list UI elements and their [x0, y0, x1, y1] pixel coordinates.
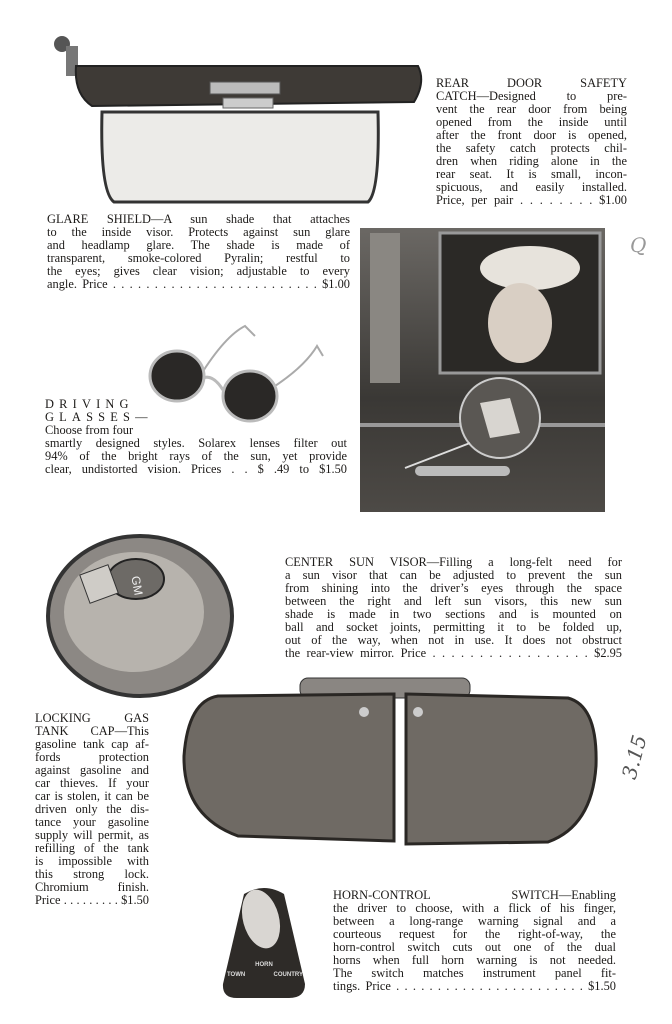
- description-line: spicuous, and easily installed.: [436, 180, 627, 194]
- description-line: TANK CAP—This: [35, 724, 149, 738]
- description-line: the eyes; gives clear vision; adjustable to every: [47, 264, 350, 278]
- description-line: refilling of the tank: [35, 841, 149, 855]
- horn-label: HORN: [255, 962, 273, 968]
- description-line: Price . . . . . . . . . $1.50: [35, 893, 149, 907]
- description-line: the safety catch protects chil-: [436, 141, 627, 155]
- description-line: is impossible with: [35, 854, 149, 868]
- rear-door-catch-description: [436, 77, 627, 207]
- description-line: GLASSES—: [45, 410, 153, 424]
- horn-switch-description: [333, 889, 616, 993]
- description-line: CATCH—Designed to pre-: [436, 89, 627, 103]
- product-title-line: LOCKING GAS: [35, 711, 149, 725]
- rear-door-photo: [360, 228, 605, 512]
- center-sun-visor-description: [285, 556, 622, 660]
- description-line: dren when riding alone in the: [436, 154, 627, 168]
- description-line: The switch matches instrument panel fit-: [333, 966, 616, 980]
- description-line: Choose from four: [45, 423, 134, 437]
- description-line: smartly designed styles. Solarex lenses filter out: [45, 436, 347, 450]
- description-line: from shining into the driver’s eyes through the space: [285, 581, 622, 595]
- description-line: fords protection: [35, 750, 149, 764]
- description-line: rear seat. It is small, incon-: [436, 167, 627, 181]
- description-line: tance your gasoline: [35, 815, 149, 829]
- description-line: supply will permit, as: [35, 828, 149, 842]
- description-line: clear, undistorted vision. Prices . . $ .49 to $1.50: [45, 462, 347, 476]
- product-title-line: DRIVING: [45, 397, 134, 411]
- locking-gas-cap-description: [35, 712, 149, 907]
- description-line: car thieves. If your: [35, 776, 149, 790]
- description-line: against gasoline and: [35, 763, 149, 777]
- description-line: to the inside visor. Protects against sun glare: [47, 225, 350, 239]
- description-line: angle. Price . . . . . . . . . . . . . . . . . . . . . . . . . $1.00: [47, 277, 350, 291]
- product-title-line: GLARE SHIELD—A sun shade that attaches: [47, 212, 350, 226]
- center-sun-visor-image: [178, 676, 602, 850]
- description-line: gasoline tank cap af-: [35, 737, 149, 751]
- description-line: this strong lock.: [35, 867, 149, 881]
- description-line: horns when full horn warning is not needed.: [333, 953, 616, 967]
- description-line: after the front door is opened,: [436, 128, 627, 142]
- description-line: between the right and left sun visors, this new sun: [285, 594, 622, 608]
- town-label: TOWN: [227, 972, 246, 978]
- description-line: transparent, smoke-colored Pyralin; restful to: [47, 251, 350, 265]
- description-line: ball and socket joints, permitting it to be folded up,: [285, 620, 622, 634]
- driving-glasses-description: [45, 398, 347, 476]
- description-line: tings. Price . . . . . . . . . . . . . . . . . . . . . . . $1.50: [333, 979, 616, 993]
- description-line: out of the way, when not in use. It does not obstruct: [285, 633, 622, 647]
- description-line: between a long-range warning signal and a: [333, 914, 616, 928]
- description-line: and headlamp glare. The shade is made of: [47, 238, 350, 252]
- description-line: 94% of the bright rays of the sun, yet provide: [45, 449, 347, 463]
- horn-switch-image: [219, 884, 309, 1000]
- description-line: the rear-view mirror. Price . . . . . . . . . . . . . . . . . $2.95: [285, 646, 622, 660]
- product-title-line: HORN-CONTROL SWITCH—Enabling: [333, 888, 616, 902]
- country-label: COUNTRY: [273, 972, 303, 978]
- glare-shield-description: [47, 213, 350, 291]
- description-line: horn-control switch cuts out one of the dual: [333, 940, 616, 954]
- handwritten-margin-mark: Q: [630, 233, 647, 257]
- description-line: vent the rear door from being: [436, 102, 627, 116]
- product-title-line: CENTER SUN VISOR—Filling a long-felt need for: [285, 555, 622, 569]
- description-line: a sun visor that can be adjusted to prevent the sun: [285, 568, 622, 582]
- handwritten-page-mark: 3.15: [616, 732, 652, 782]
- product-title-line: REAR DOOR SAFETY: [436, 76, 627, 90]
- description-line: car is stolen, it can be: [35, 789, 149, 803]
- glare-shield-image: [48, 32, 428, 210]
- description-line: opened from the inside until: [436, 115, 627, 129]
- description-line: the driver to choose, with a flick of his finger,: [333, 901, 616, 915]
- description-line: driven only the dis-: [35, 802, 149, 816]
- description-line: courteous request for the right-of-way, the: [333, 927, 616, 941]
- description-line: Chromium finish.: [35, 880, 149, 894]
- gas-cap-emblem: GM: [128, 574, 146, 597]
- description-line: shade is made in two sections and is mounted on: [285, 607, 622, 621]
- description-line: Price, per pair . . . . . . . . $1.00: [436, 193, 627, 207]
